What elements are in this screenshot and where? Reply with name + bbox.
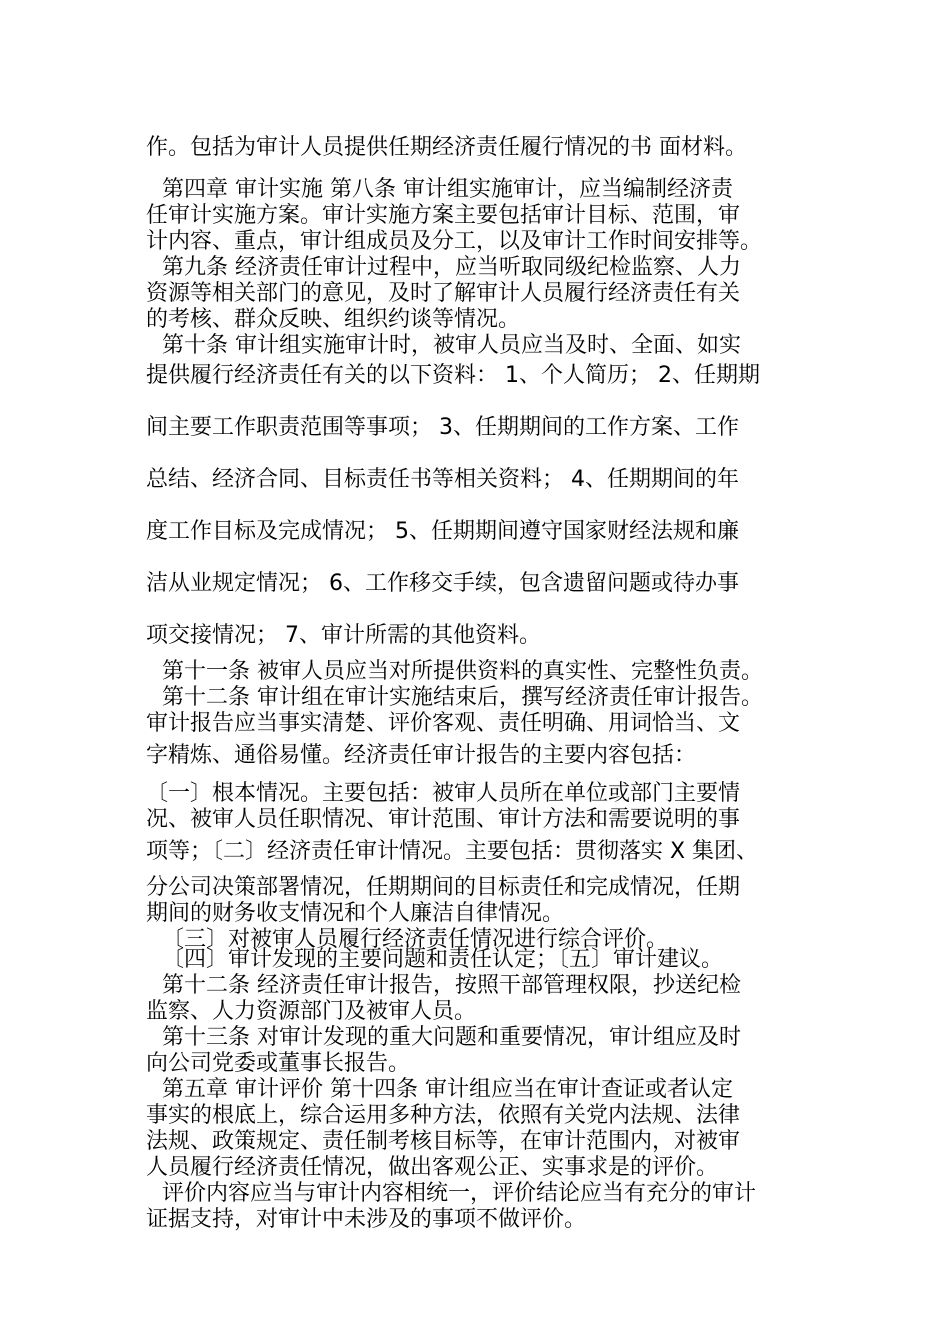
text-line: 项交接情况； 7、审计所需的其他资料。 [146, 623, 541, 648]
text-line: 证据支持，对审计中未涉及的事项不做评价。 [146, 1207, 587, 1232]
text-line: 监察、人力资源部门及被审人员。 [146, 999, 477, 1024]
text-line: 第十一条 被审人员应当对所提供资料的真实性、完整性负责。 [162, 659, 763, 684]
text-line: 任审计实施方案。审计实施方案主要包括审计目标、范围，审 [146, 203, 741, 228]
text-line: 事实的根底上，综合运用多种方法，依照有关党内法规、法律 [146, 1103, 741, 1128]
text-line: 期间的财务收支情况和个人廉洁自律情况。 [146, 901, 565, 926]
text-line: 分公司决策部署情况，任期期间的目标责任和完成情况，任期 [146, 875, 741, 900]
text-line: 第四章 审计实施 第八条 审计组实施审计，应当编制经济责 [162, 177, 733, 202]
text-line: 〔四〕审计发现的主要问题和责任认定；〔五〕审计建议。 [162, 947, 724, 972]
text-line: 〔三〕对被审人员履行经济责任情况进行综合评价。 [162, 927, 669, 952]
text-line: 第十二条 经济责任审计报告，按照干部管理权限，抄送纪检 [162, 973, 741, 998]
text-line: 资源等相关部门的意见，及时了解审计人员履行经济责任有关 [146, 281, 741, 306]
text-line: 作。包括为审计人员提供任期经济责任履行情况的书 面材料。 [146, 135, 747, 160]
text-line: 第十二条 审计组在审计实施结束后，撰写经济责任审计报告。 [162, 685, 763, 710]
text-line: 况、被审人员任职情况、审计范围、审计方法和需要说明的事 [146, 807, 741, 832]
text-line: 第五章 审计评价 第十四条 审计组应当在审计查证或者认定 [162, 1077, 733, 1102]
text-line: 度工作目标及完成情况； 5、任期期间遵守国家财经法规和廉 [146, 519, 739, 544]
text-line: 间主要工作职责范围等事项； 3、任期期间的工作方案、工作 [146, 415, 739, 440]
text-line: 〔一〕根本情况。主要包括：被审人员所在单位或部门主要情 [146, 781, 741, 806]
text-line: 审计报告应当事实清楚、评价客观、责任明确、用词恰当、文 [146, 711, 741, 736]
text-line: 计内容、重点，审计组成员及分工，以及审计工作时间安排等。 [146, 229, 763, 254]
text-line: 第九条 经济责任审计过程中，应当听取同级纪检监察、人力 [162, 255, 741, 280]
text-line: 评价内容应当与审计内容相统一，评价结论应当有充分的审计 [162, 1181, 757, 1206]
text-line: 洁从业规定情况； 6、工作移交手续，包含遗留问题或待办事 [146, 571, 739, 596]
text-line: 的考核、群众反映、组织约谈等情况。 [146, 307, 521, 332]
text-line: 提供履行经济责任有关的以下资料： 1、个人简历； 2、任期期 [146, 363, 760, 388]
text-line: 项等；〔二〕经济责任审计情况。主要包括：贯彻落实 X 集团、 [146, 839, 759, 864]
text-line: 第十三条 对审计发现的重大问题和重要情况，审计组应及时 [162, 1025, 741, 1050]
text-line: 字精炼、通俗易懂。经济责任审计报告的主要内容包括： [146, 743, 697, 768]
text-line: 总结、经济合同、目标责任书等相关资料； 4、任期期间的年 [146, 467, 739, 492]
text-line: 人员履行经济责任情况，做出客观公正、实事求是的评价。 [146, 1155, 719, 1180]
text-line: 向公司党委或董事长报告。 [146, 1051, 411, 1076]
text-line: 法规、政策规定、责任制考核目标等，在审计范围内，对被审 [146, 1129, 741, 1154]
text-line: 第十条 审计组实施审计时，被审人员应当及时、全面、如实 [162, 333, 741, 358]
